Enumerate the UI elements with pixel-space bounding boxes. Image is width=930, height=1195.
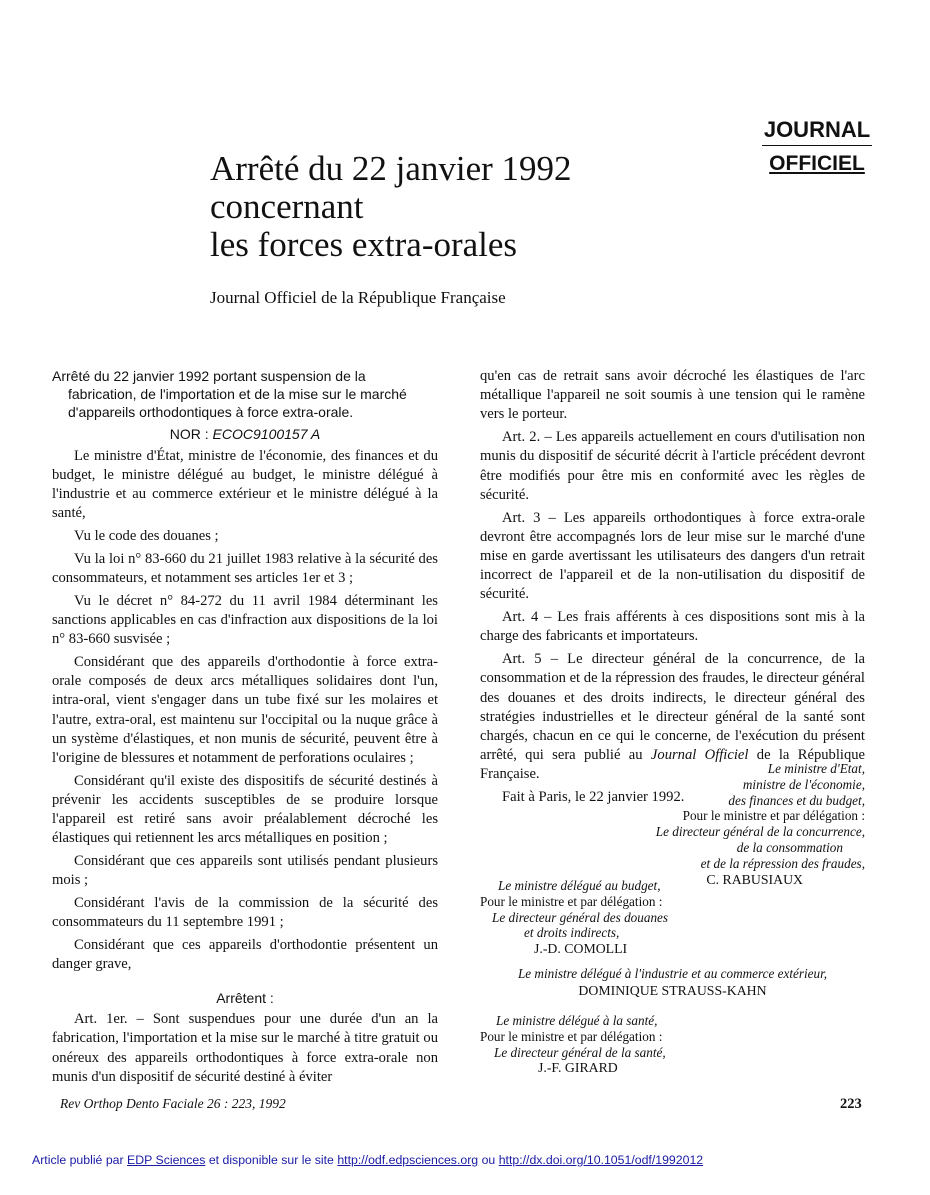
signature-economie xyxy=(600,761,865,887)
paragraph: qu'en cas de retrait sans avoir décroché les élastiques de l'arc métallique l'appareil ne soit soumis à une tension qui le ramène vers le porteur. xyxy=(480,368,865,423)
nor-value: ECOC9100157 A xyxy=(212,426,321,442)
article-1: Art. 1er. – Sont suspendues pour une durée d'un an la fabrication, l'importation et la mise sur le marché à titre gratuit ou onéreux des appareils orthodontiques à force extra-orale non munis d'un dispositif de sécurité destiné à éviter xyxy=(52,1011,438,1085)
masthead-rule xyxy=(762,145,872,146)
signatory-name: DOMINIQUE STRAUSS-KAHN xyxy=(578,982,767,998)
sig-line: des finances et du budget, xyxy=(728,792,865,808)
right-column xyxy=(480,367,865,807)
sig-line: et droits indirects, xyxy=(524,925,620,941)
article-title xyxy=(210,150,572,264)
article-2: Art. 2. – Les appareils actuellement en cours d'utilisation non munis du dispositif de sécurité décrit à l'article précédent devront être modifiés pour être mis en conformité avec les règles de sécurité. xyxy=(480,429,865,503)
signatory-name: J.-F. GIRARD xyxy=(538,1060,618,1076)
title-line-2: concernant xyxy=(210,187,364,226)
sig-line: Le ministre d'Etat, xyxy=(767,761,865,776)
paragraph: Considérant que ces appareils d'orthodontie présentent un danger grave, xyxy=(52,937,438,973)
article-4: Art. 4 – Les frais afférents à ces dispositions sont mis à la charge des fabricants et importateurs. xyxy=(480,609,865,645)
nor-label: NOR : xyxy=(169,426,209,442)
fait-a-paris: Fait à Paris, le 22 janvier 1992. xyxy=(502,789,685,806)
sig-line: Le ministre délégué à la santé, xyxy=(496,1013,658,1028)
journal-reference: Rev Orthop Dento Faciale 26 : 223, 1992 xyxy=(60,1096,286,1111)
article-3: Art. 3 – Les appareils orthodontiques à force extra-orale devront être accompagnés lors de leur mise sur le marché d'une mise en garde avertissant les utilisateurs des dangers d'un retrait incorrect de l'appareil et de la non-utilisation du dispositif de sécurité. xyxy=(480,509,865,603)
journal-masthead-line1: JOURNAL xyxy=(763,117,871,142)
journal-officiel-ref: Journal Officiel xyxy=(650,747,749,764)
sig-line: de la consommation xyxy=(736,839,843,855)
sig-line: Pour le ministre et par délégation : xyxy=(480,1028,663,1044)
credit-text: ou xyxy=(481,1153,496,1167)
sig-line: et de la répression des fraudes, xyxy=(700,855,865,871)
paragraph: Considérant que ces appareils sont utilisés pendant plusieurs mois ; xyxy=(52,853,438,889)
signature-sante xyxy=(480,1013,720,1076)
signature-budget xyxy=(480,878,720,957)
sig-line: Le directeur général de la santé, xyxy=(494,1044,666,1060)
paragraph: Le ministre d'État, ministre de l'économie, des finances et du budget, le ministre délégué au budget, le ministre délégué à l'industrie et au commerce extérieur et le ministre délégué à la santé, xyxy=(52,447,438,522)
sig-line: Le ministre délégué au budget, xyxy=(498,878,661,893)
sig-line: Pour le ministre et par délégation : xyxy=(480,893,663,909)
credit-text: Article publié par xyxy=(32,1153,124,1167)
paragraph: Considérant que des appareils d'orthodontie à force extra-orale composés de deux arcs métalliques solidaires dont l'un, intra-oral, vient s'engager dans un tube fixé sur les molaires et l'autre, extra-oral, est maintenu sur l'occipital ou la nuque grâce à un système d'élastiques, et non munis de sécurité, peuvent être à l'origine de blessures et notamment de perforations oculaires ; xyxy=(52,654,438,767)
sig-line: Le directeur général des douanes xyxy=(492,909,669,925)
publisher-credit xyxy=(32,1153,703,1167)
article-5-tail: de la République Française. xyxy=(480,747,866,783)
paragraph: Vu la loi n° 83-660 du 21 juillet 1983 relative à la sécurité des consommateurs, et notamment ses articles 1er et 3 ; xyxy=(52,550,438,586)
paragraph: Vu le décret n° 84-272 du 11 avril 1984 déterminant les sanctions applicables en cas d'infraction aux dispositions de la loi n° 83-660 susvisée ; xyxy=(52,592,438,648)
title-line-3: les forces extra-orales xyxy=(210,225,518,264)
paragraph: Vu le code des douanes ; xyxy=(74,528,219,544)
left-column xyxy=(52,367,438,1087)
sig-line: Pour le ministre et par délégation : xyxy=(682,808,865,824)
sig-line: Le directeur général de la concurrence, xyxy=(655,824,865,840)
sig-line: ministre de l'économie, xyxy=(742,776,865,792)
signature-industrie xyxy=(480,966,865,999)
journal-masthead-line2: OFFICIEL xyxy=(769,152,865,175)
paragraph: Considérant qu'il existe des dispositifs de sécurité destinés à prévenir les accidents susceptibles de se produire lorsque l'appareil est retiré sans avoir préalablement décroché les élastiques qui retiennent les arcs métalliques en position ; xyxy=(52,772,438,847)
site-link[interactable]: http://odf.edpsciences.org xyxy=(337,1153,479,1167)
article-5-text: Art. 5 – Le directeur général de la concurrence, de la consommation et de la répression des fraudes, le directeur général des douanes et des droits indirects, le directeur général des stratégies industrielles et le directeur général de la santé sont chargés, chacun en ce qui le concerne, de l'exécution du présent arrêté, qui sera publié au xyxy=(480,651,865,764)
title-line-1: Arrêté du 22 janvier 1992 xyxy=(210,149,572,188)
credit-text: et disponible sur le site xyxy=(208,1153,334,1167)
page-number: 223 xyxy=(840,1096,862,1112)
sig-line: Le ministre délégué à l'industrie et au commerce extérieur, xyxy=(517,966,828,981)
arretent-heading: Arrêtent : xyxy=(216,989,274,1006)
signatory-name: C. RABUSIAUX xyxy=(706,871,803,887)
paragraph: Considérant l'avis de la commission de la sécurité des consommateurs du 11 septembre 1991 ; xyxy=(52,895,438,931)
edp-sciences-link[interactable]: EDP Sciences xyxy=(127,1153,206,1167)
article-subtitle: Journal Officiel de la République Française xyxy=(210,288,506,307)
signatory-name: J.-D. COMOLLI xyxy=(534,941,628,957)
nor-reference xyxy=(52,425,438,443)
doi-link[interactable]: http://dx.doi.org/10.1051/odf/1992012 xyxy=(498,1153,704,1167)
decree-heading: Arrêté du 22 janvier 1992 portant suspension de la fabrication, de l'importation et de la mise sur le marché d'appareils orthodontiques à force extra-orale. xyxy=(52,368,407,420)
